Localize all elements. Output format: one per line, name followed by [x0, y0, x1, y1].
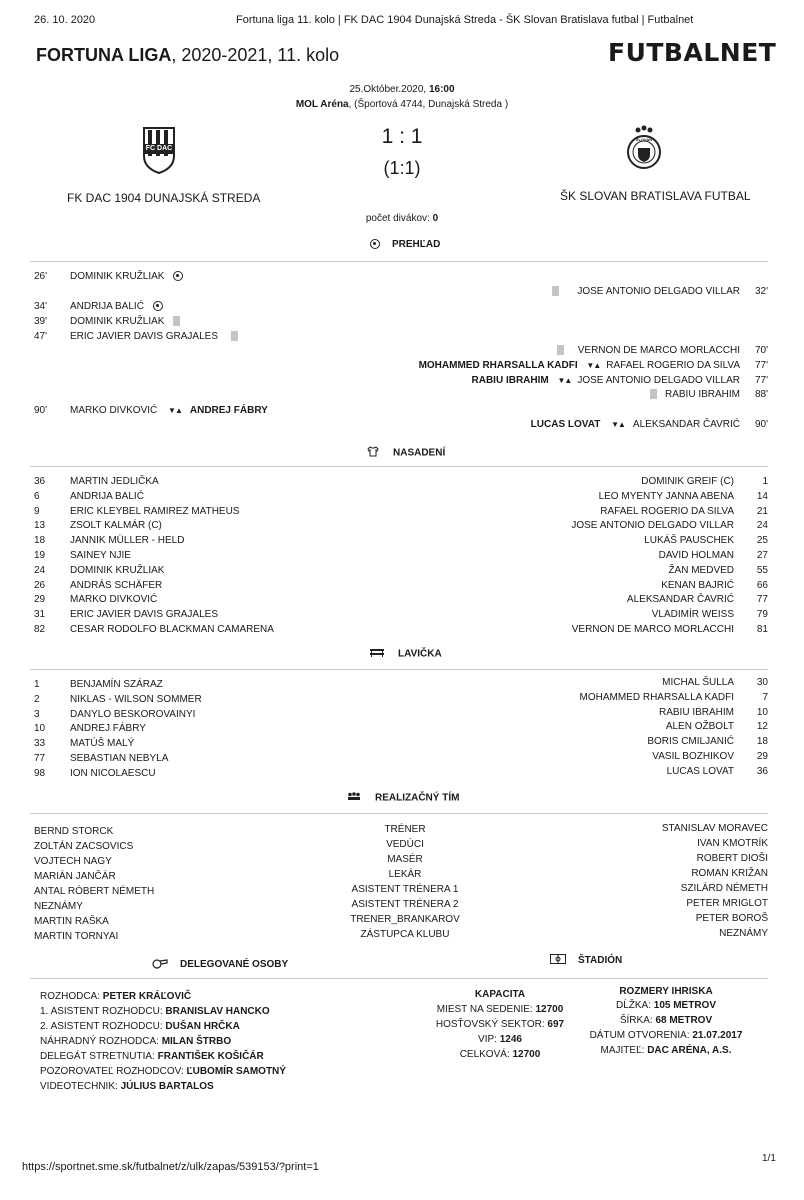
sub-player-in: LUCAS LOVAT — [530, 419, 601, 430]
futbalnet-logo: FUTBALNET — [608, 38, 777, 67]
match-time: 16:00 — [428, 84, 455, 95]
player-name: MICHAL ŠULLA — [662, 677, 734, 688]
pitch-row — [586, 1045, 746, 1056]
pitch-icon — [550, 954, 566, 967]
official-name: PETER KRÁĽOVIČ — [102, 991, 192, 1002]
capacity-value: 697 — [547, 1019, 565, 1030]
player-name: ALEKSANDAR ČAVRIĆ — [626, 594, 734, 606]
event-row — [34, 316, 180, 327]
staff-role: ZÁSTUPCA KLUBU — [360, 929, 450, 940]
official-row — [40, 991, 191, 1002]
event-row — [472, 375, 769, 386]
official-role: ROZHODCA: — [40, 991, 103, 1002]
staff-away-name: ROBERT DIOŠI — [696, 853, 768, 864]
official-row — [40, 1036, 231, 1047]
staff-role: ASISTENT TRÉNERA 1 — [351, 884, 459, 895]
yellow-card-icon — [650, 389, 657, 399]
player-number: 1 — [34, 679, 40, 690]
official-name: MILAN ŠTRBO — [161, 1036, 232, 1047]
pitch-row — [586, 1000, 746, 1011]
player-number: 77 — [34, 753, 46, 764]
attendance-label: počet divákov: — [365, 213, 430, 224]
staff-home-name: MARTIN TORNYAI — [34, 931, 119, 942]
player-name: JANNIK MÜLLER - HELD — [70, 535, 185, 547]
pitch-title: ROZMERY IHRISKA — [619, 986, 713, 997]
event-minute: 90' — [34, 405, 48, 416]
capacity-row — [420, 1049, 580, 1060]
player-name: VERNON DE MARCO MORLACCHI — [571, 624, 734, 635]
pitch-value: DAC ARÉNA, A.S. — [647, 1045, 732, 1056]
staff-home-name: MARTIN RAŠKA — [34, 916, 109, 927]
player-name: BORIS CMILJANIĆ — [647, 736, 734, 748]
event-player: ERIC JAVIER DAVIS GRAJALES — [70, 331, 219, 342]
section-realizacny-title: REALIZAČNÝ TÍM — [375, 792, 460, 804]
capacity-value: 12700 — [512, 1049, 541, 1060]
capacity-label: MIEST NA SEDENIE: — [436, 1004, 536, 1015]
event-minute: 47' — [34, 331, 48, 342]
pitch-label: DĹŽKA: — [615, 1000, 654, 1011]
event-minute: 77' — [754, 360, 768, 371]
divider — [30, 466, 768, 467]
event-row — [557, 345, 768, 356]
staff-role: VEDÚCI — [386, 839, 424, 850]
event-minute: 32' — [754, 286, 768, 297]
player-name: ERIC JAVIER DAVIS GRAJALES — [70, 609, 219, 621]
event-row — [419, 360, 768, 371]
yellow-card-icon — [173, 316, 180, 326]
yellow-card-icon — [552, 286, 559, 296]
sub-player-in: MOHAMMED RHARSALLA KADFI — [418, 360, 578, 371]
official-name: ĽUBOMÍR SAMOTNÝ — [186, 1066, 286, 1077]
player-name: ION NICOLAESCU — [70, 767, 156, 779]
attendance — [0, 213, 804, 224]
substitution-icon: ▼▲ — [557, 375, 572, 385]
staff-role: MASÉR — [387, 854, 423, 865]
player-number: 30 — [756, 677, 768, 688]
section-prehlad — [370, 239, 440, 250]
player-number: 2 — [34, 693, 40, 705]
ball-icon — [370, 239, 380, 249]
staff-home-name: ANTAL RÓBERT NÉMETH — [34, 886, 155, 897]
player-number: 27 — [756, 550, 768, 561]
player-number: 19 — [34, 550, 46, 561]
player-name: ŽAN MEDVED — [668, 564, 734, 576]
section-stadion-title: ŠTADIÓN — [578, 955, 623, 967]
official-row — [40, 1066, 286, 1077]
sub-player-out: RAFAEL ROGERIO DA SILVA — [606, 360, 740, 371]
official-row — [40, 1021, 240, 1032]
divider — [30, 261, 768, 262]
event-player: ANDRIJA BALIĆ — [70, 301, 144, 312]
away-crest-text: SLOVAN — [635, 137, 653, 142]
player-name: SAINEY NJIE — [70, 550, 131, 561]
goal-icon — [153, 301, 163, 311]
halftime-score: (1:1) — [383, 158, 421, 178]
home-team-name: FK DAC 1904 DUNAJSKÁ STREDA — [67, 191, 261, 205]
pitch-value: 105 METROV — [653, 1000, 717, 1011]
capacity-value: 1246 — [499, 1034, 522, 1045]
event-row — [34, 271, 183, 282]
player-number: 1 — [762, 476, 768, 487]
final-score: 1 : 1 — [381, 125, 423, 148]
print-date: 26. 10. 2020 — [34, 14, 96, 26]
player-name: VASIL BOZHIKOV — [652, 751, 734, 762]
home-team-crest — [142, 126, 176, 177]
player-number: 24 — [34, 564, 46, 576]
bench-icon — [370, 648, 384, 660]
staff-home-name: VOJTECH NAGY — [34, 856, 112, 867]
event-player: VERNON DE MARCO MORLACCHI — [577, 345, 740, 356]
event-minute: 34' — [34, 301, 48, 312]
staff-icon — [347, 792, 361, 804]
official-role: POZOROVATEĽ ROZHODCOV: — [40, 1066, 187, 1077]
event-minute: 70' — [754, 345, 768, 356]
event-minute: 88' — [754, 389, 768, 400]
staff-away-name: SZILÁRD NÉMETH — [680, 883, 768, 894]
match-date: 25.Október.2020, — [349, 84, 429, 95]
substitution-icon: ▼▲ — [168, 405, 182, 415]
capacity-label: CELKOVÁ: — [459, 1049, 513, 1060]
staff-away-name: PETER BOROŠ — [695, 913, 768, 924]
player-name: RABIU IBRAHIM — [658, 706, 734, 718]
player-number: 31 — [34, 609, 46, 621]
event-minute: 90' — [754, 419, 768, 430]
staff-role: TRENER_BRANKAROV — [350, 914, 460, 925]
capacity-row — [420, 1004, 580, 1015]
player-number: 98 — [34, 767, 46, 779]
player-number: 13 — [34, 520, 46, 532]
player-number: 36 — [756, 765, 768, 777]
player-name: ZSOLT KALMÁR (C) — [70, 520, 162, 532]
player-name: ANDREJ FÁBRY — [70, 723, 146, 735]
player-number: 55 — [756, 564, 768, 576]
print-doc-title: Fortuna liga 11. kolo | FK DAC 1904 Dunajská Streda - ŠK Slovan Bratislava futbal | Futbalnet — [236, 14, 694, 26]
player-name: ERIC KLEYBEL RAMIREZ MATHEUS — [70, 505, 240, 517]
player-number: 79 — [756, 609, 768, 621]
player-number: 7 — [762, 691, 768, 703]
player-number: 10 — [756, 706, 768, 718]
player-name: ALEN OŽBOLT — [665, 721, 734, 733]
official-role: NÁHRADNÝ ROZHODCA: — [40, 1036, 162, 1047]
player-number: 29 — [756, 751, 768, 762]
venue-address: , (Športová 4744, Dunajská Streda ) — [348, 99, 509, 110]
footer-page: 1/1 — [762, 1153, 776, 1164]
capacity-label: HOSŤOVSKÝ SEKTOR: — [435, 1019, 548, 1030]
away-team-name: ŠK SLOVAN BRATISLAVA FUTBAL — [560, 189, 751, 203]
event-player: DOMINIK KRUŽLIAK — [70, 271, 165, 282]
player-name: DOMINIK GREIF (C) — [641, 476, 734, 487]
player-number: 66 — [756, 579, 768, 591]
event-minute: 77' — [754, 375, 768, 386]
sub-player-out: JOSE ANTONIO DELGADO VILLAR — [577, 375, 740, 386]
event-minute: 39' — [34, 316, 48, 327]
player-number: 18 — [34, 535, 46, 547]
staff-away-name: STANISLAV MORAVEC — [661, 823, 768, 834]
player-number: 12 — [756, 721, 768, 733]
shirt-icon — [367, 446, 379, 460]
player-name: DOMINIK KRUŽLIAK — [70, 564, 165, 576]
competition-name: FORTUNA LIGA — [36, 45, 172, 65]
pitch-row — [586, 1015, 746, 1026]
player-name: LUKÁŠ PAUSCHEK — [644, 535, 734, 547]
official-row — [40, 1081, 214, 1092]
section-prehlad-title: PREHĽAD — [392, 239, 441, 250]
event-row — [34, 301, 163, 312]
player-number: 6 — [34, 490, 40, 502]
player-number: 25 — [756, 535, 768, 547]
event-player: JOSE ANTONIO DELGADO VILLAR — [577, 286, 740, 297]
match-datetime — [0, 84, 804, 95]
event-row — [650, 389, 768, 400]
section-delegovane — [152, 957, 288, 972]
player-number: 21 — [756, 505, 768, 517]
official-role: VIDEOTECHNIK: — [40, 1081, 121, 1092]
official-row — [40, 1006, 270, 1017]
player-name: ANDRIJA BALIĆ — [70, 490, 144, 502]
sub-player-in: RABIU IBRAHIM — [471, 375, 549, 386]
event-row — [552, 286, 768, 297]
event-row — [34, 405, 268, 416]
section-nasadeni — [367, 446, 445, 460]
divider — [30, 978, 768, 979]
pitch-label: DÁTUM OTVORENIA: — [589, 1030, 693, 1041]
player-name: MARKO DIVKOVIĆ — [70, 594, 158, 606]
capacity-label: VIP: — [478, 1034, 500, 1045]
page-title — [36, 45, 339, 66]
player-name: KENAN BAJRIĆ — [661, 579, 734, 591]
player-name: SEBASTIAN NEBYLA — [70, 753, 169, 764]
section-lavicka — [370, 648, 442, 660]
player-name: MARTIN JEDLIČKA — [70, 476, 159, 487]
match-venue — [0, 99, 804, 110]
player-name: LUCAS LOVAT — [666, 765, 734, 777]
section-realizacny — [347, 792, 459, 804]
staff-role: LEKÁR — [388, 869, 422, 880]
staff-role: TRÉNER — [384, 824, 426, 835]
home-crest-text: FC DAC — [145, 145, 173, 152]
capacity-title: KAPACITA — [474, 989, 526, 1000]
sub-player-in: ANDREJ FÁBRY — [189, 405, 268, 416]
staff-home-name: BERND STORCK — [34, 826, 114, 837]
player-number: 14 — [756, 490, 768, 502]
divider — [30, 813, 768, 814]
player-number: 36 — [34, 476, 46, 487]
player-number: 33 — [34, 738, 46, 750]
player-name: ANDRÁS SCHÄFER — [70, 579, 163, 591]
event-player: RABIU IBRAHIM — [664, 389, 740, 400]
official-name: FRANTIŠEK KOŠIČÁR — [157, 1051, 264, 1062]
player-number: 18 — [756, 736, 768, 748]
official-name: JÚLIUS BARTALOS — [120, 1081, 214, 1092]
player-number: 29 — [34, 594, 46, 606]
sub-player-out: ALEKSANDAR ČAVRIĆ — [632, 419, 740, 430]
official-row — [40, 1051, 264, 1062]
sub-player-out: MARKO DIVKOVIĆ — [70, 405, 158, 416]
section-lavicka-title: LAVIČKA — [398, 648, 442, 660]
player-name: DAVID HOLMAN — [658, 550, 734, 561]
player-name: CESAR RODOLFO BLACKMAN CAMARENA — [70, 624, 274, 635]
pitch-label: ŠÍRKA: — [619, 1015, 656, 1026]
staff-home-name: NEZNÁMY — [34, 901, 83, 912]
player-name: MATÚŠ MALÝ — [70, 738, 135, 750]
attendance-value: 0 — [432, 213, 439, 224]
section-nasadeni-title: NASADENÍ — [393, 447, 446, 459]
pitch-value: 68 METROV — [655, 1015, 713, 1026]
official-role: 2. ASISTENT ROZHODCU: — [40, 1021, 166, 1032]
official-name: DUŠAN HRČKA — [165, 1021, 240, 1032]
event-minute: 26' — [34, 271, 48, 282]
substitution-icon: ▼▲ — [586, 360, 601, 370]
player-number: 77 — [756, 594, 768, 606]
staff-away-name: NEZNÁMY — [719, 928, 768, 939]
goal-icon — [173, 271, 183, 281]
player-name: DANYLO BESKOROVAINYI — [70, 708, 196, 720]
section-delegovane-title: DELEGOVANÉ OSOBY — [180, 959, 289, 971]
player-name: BENJAMÍN SZÁRAZ — [70, 679, 163, 690]
venue-name: MOL Aréna — [295, 99, 349, 110]
player-name: RAFAEL ROGERIO DA SILVA — [600, 505, 734, 517]
player-number: 24 — [756, 520, 768, 532]
yellow-card-icon — [231, 331, 238, 341]
player-number: 9 — [34, 505, 40, 517]
player-name: NIKLAS - WILSON SOMMER — [70, 693, 202, 705]
event-player: DOMINIK KRUŽLIAK — [70, 316, 165, 327]
player-number: 81 — [756, 624, 768, 635]
capacity-row — [420, 1019, 580, 1030]
whistle-icon — [152, 957, 168, 972]
player-name: VLADIMÍR WEISS — [651, 609, 734, 621]
capacity-row — [420, 1034, 580, 1045]
footer-url: https://sportnet.sme.sk/futbalnet/z/ulk/zapas/539153/?print=1 — [22, 1161, 319, 1173]
staff-home-name: MARIÁN JANČÁR — [34, 871, 116, 882]
divider — [30, 669, 768, 670]
section-stadion — [550, 954, 622, 967]
staff-away-name: IVAN KMOTRÍK — [697, 838, 768, 849]
pitch-label: MAJITEĽ: — [600, 1045, 648, 1056]
player-number: 82 — [34, 624, 46, 635]
season-round: , 2020-2021, 11. kolo — [171, 45, 340, 65]
staff-away-name: ROMAN KRIŽAN — [691, 868, 768, 879]
player-number: 3 — [34, 708, 40, 720]
official-name: BRANISLAV HANCKO — [165, 1006, 270, 1017]
player-name: LEO MYENTY JANNA ABENA — [598, 490, 734, 502]
pitch-row — [586, 1030, 746, 1041]
staff-away-name: PETER MRIGLOT — [686, 898, 768, 909]
yellow-card-icon — [557, 345, 564, 355]
official-role: 1. ASISTENT ROZHODCU: — [40, 1006, 166, 1017]
substitution-icon: ▼▲ — [611, 419, 625, 429]
pitch-value: 21.07.2017 — [692, 1030, 743, 1041]
event-row — [531, 419, 768, 430]
player-name: JOSE ANTONIO DELGADO VILLAR — [571, 520, 734, 532]
staff-home-name: ZOLTÁN ZACSOVICS — [34, 841, 134, 852]
away-team-crest — [626, 124, 662, 175]
player-number: 10 — [34, 723, 46, 735]
staff-role: ASISTENT TRÉNERA 2 — [351, 899, 459, 910]
event-row — [34, 331, 238, 342]
player-name: MOHAMMED RHARSALLA KADFI — [579, 691, 734, 703]
player-number: 26 — [34, 579, 46, 591]
official-role: DELEGÁT STRETNUTIA: — [40, 1051, 158, 1062]
capacity-value: 12700 — [535, 1004, 564, 1015]
